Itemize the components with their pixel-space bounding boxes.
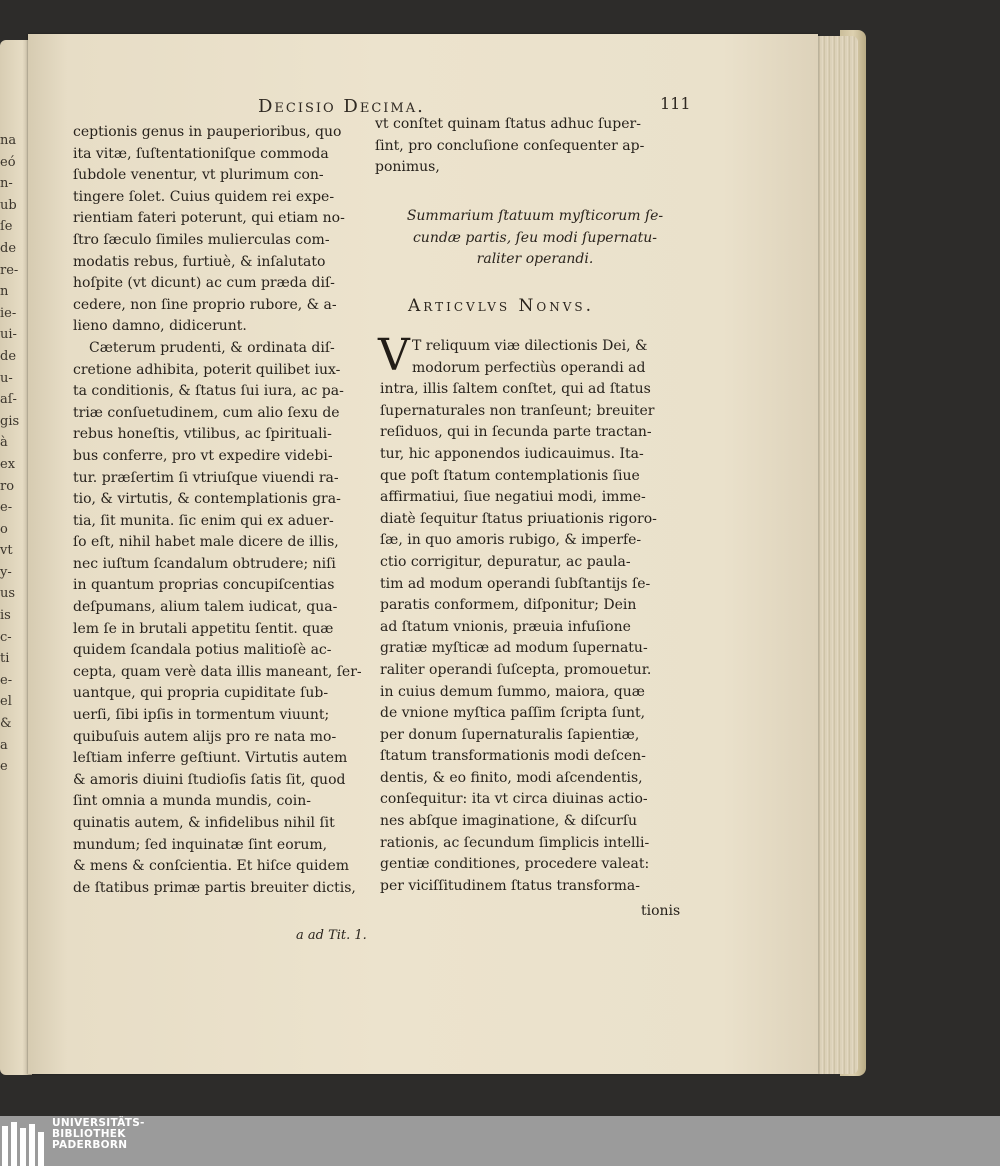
text-line: dentis, & eo finito, modi aſcendentis,	[380, 769, 643, 786]
catchword: tionis	[641, 903, 681, 919]
text-line: lem ſe in brutali appetitu ſentit. quæ	[73, 620, 334, 637]
text-line: ſtatum transformationis modi deſcen-	[380, 748, 646, 765]
text-line: in quantum proprias concupiſcentias	[73, 577, 335, 594]
text-line: mundum; ſed inquinatæ ſint eorum,	[73, 836, 328, 853]
drop-cap: V	[378, 330, 410, 381]
fragment-line: aſ-	[0, 392, 17, 408]
fragment-line: e-	[0, 672, 13, 688]
text-line: rebus honeſtis, vtilibus, ac ſpirituali-	[73, 426, 332, 443]
fragment-line: à	[0, 435, 8, 451]
left-text-column	[73, 122, 373, 899]
text-line: ta conditionis, & ſtatus ſui iura, ac pa-	[73, 383, 344, 400]
library-name-line2: BIBLIOTHEK	[52, 1128, 126, 1140]
text-line: vt conſtet quinam ſtatus adhuc ſuper-	[375, 116, 641, 132]
text-line: rationis, ac ſecundum ſimplicis intelli-	[380, 834, 650, 851]
text-line: T reliquum viæ dilectionis Dei, &	[412, 338, 648, 354]
text-line: ſo eſt, nihil habet male dicere de illis,	[73, 534, 339, 551]
text-line: nes abſque imaginatione, & diſcurſu	[380, 813, 638, 830]
library-name	[52, 1118, 145, 1151]
text-line: quibuſuis autem alijs pro re nata mo-	[73, 728, 337, 745]
text-line: ſint, pro concluſione conſequenter ap-	[375, 137, 645, 154]
text-line: Cæterum prudenti, & ordinata diſ-	[89, 339, 335, 356]
text-line: ſubdole venentur, vt plurimum con-	[73, 167, 324, 184]
text-line: ponimus,	[375, 159, 440, 176]
fragment-line: e-	[0, 500, 13, 516]
summary-line: Summarium ſtatuum myſticorum ſe-	[406, 208, 664, 224]
text-line: reſiduos, qui in ſecunda parte tractan-	[380, 424, 652, 441]
fragment-line: ex	[0, 456, 16, 472]
text-line: quinatis autem, & infidelibus nihil ſit	[73, 815, 335, 831]
fragment-line: el	[0, 694, 12, 710]
text-line: raliter operandi ſuſcepta, promouetur.	[380, 661, 652, 678]
left-page-fragment	[0, 130, 20, 950]
text-line: ſupernaturales non tranſeunt; breuiter	[380, 402, 655, 419]
text-line: rientiam fateri poterunt, qui etiam no-	[73, 210, 345, 227]
fragment-line: n-	[0, 176, 13, 192]
library-name-line3: PADERBORN	[52, 1139, 128, 1151]
text-line: per donum ſupernaturalis ſapientiæ,	[380, 726, 640, 743]
text-line: triæ conſuetudinem, cum alio ſexu de	[73, 404, 340, 421]
fragment-line: e	[0, 759, 8, 775]
running-head: Decisio Decima.	[258, 96, 425, 117]
article-heading: Articvlvs Nonvs.	[408, 296, 595, 316]
fragment-line: o	[0, 521, 8, 537]
fragment-line: vt	[0, 543, 13, 559]
fragment-line: ie-	[0, 305, 17, 321]
text-line: ad ſtatum vnionis, præuia infuſione	[380, 618, 631, 635]
text-line: que poſt ſtatum contemplationis ſiue	[380, 467, 640, 484]
fragment-line: u-	[0, 370, 13, 386]
text-line: nec iuſtum ſcandalum obtrudere; niſi	[73, 555, 336, 572]
summary-line: cundæ partis, ſeu modi ſupernatu-	[412, 229, 658, 246]
text-line: ſtro ſæculo ſimiles mulierculas com-	[73, 231, 330, 248]
fragment-line: de	[0, 348, 17, 364]
text-line: gratiæ myſticæ ad modum ſupernatu-	[380, 640, 648, 657]
text-line: quidem ſcandala potius malitioſè ac-	[73, 642, 332, 659]
right-text-column	[378, 330, 695, 897]
text-line: uerſi, ſibi ipſis in tormentum viuunt;	[73, 707, 330, 724]
fragment-line: y-	[0, 564, 12, 580]
text-line: tur, hic apponendos iudicauimus. Ita-	[380, 445, 644, 462]
text-line: affirmatiui, ſiue negatiui modi, imme-	[380, 489, 646, 506]
text-line: modorum perfectiùs operandi ad	[412, 359, 646, 376]
text-line: cedere, non ſine proprio rubore, & a-	[73, 296, 337, 313]
library-name-line1: UNIVERSITÄTS-	[52, 1117, 145, 1129]
fragment-line: de	[0, 240, 17, 256]
fragment-line: ui-	[0, 327, 17, 343]
fragment-line: ro	[0, 478, 15, 494]
text-line: ſint omnia a munda mundis, coin-	[73, 793, 311, 810]
text-line: per viciſſitudinem ſtatus transforma-	[380, 877, 640, 894]
fragment-line: na	[0, 133, 17, 148]
fragment-line: ſe	[0, 219, 13, 235]
text-line: ita vitæ, ſuſtentationiſque commoda	[73, 145, 329, 162]
summary-heading	[375, 206, 695, 271]
text-line: tim ad modum operandi ſubſtantijs ſe-	[380, 575, 651, 592]
text-line: hoſpite (vt dicunt) ac cum præda diſ-	[73, 275, 335, 292]
text-line: de vnione myſtica paſſim ſcripta ſunt,	[380, 705, 646, 722]
page-number: 111	[660, 94, 691, 113]
fragment-line: eó	[0, 154, 16, 170]
text-line: cepta, quam verè data illis maneant, ſer-	[73, 663, 362, 680]
text-line: ceptionis genus in pauperioribus, quo	[73, 124, 342, 140]
library-footer	[0, 1116, 1000, 1166]
text-line: gentiæ conditiones, procedere valeat:	[380, 856, 650, 873]
text-line: tur. præſertim ſi vtriuſque viuendi ra-	[73, 469, 339, 486]
fragment-line: us	[0, 586, 16, 602]
text-line: de ſtatibus primæ partis breuiter dictis,	[73, 879, 356, 896]
text-line: deſpumans, alium talem iudicat, qua-	[73, 599, 338, 616]
text-line: leſtiam inferre geſtiunt. Virtutis autem	[73, 750, 348, 767]
text-line: lieno damno, didicerunt.	[73, 318, 247, 335]
right-column-top	[375, 114, 695, 179]
library-logo-icon	[2, 1122, 44, 1166]
text-line: tia, ſit munita. ſic enim qui ex aduer-	[73, 512, 334, 529]
marginal-note: a ad Tit. 1.	[296, 928, 367, 943]
fragment-line: ti	[0, 651, 10, 667]
text-line: uantque, qui propria cupiditate ſub-	[73, 685, 329, 702]
text-line: & mens & conſcientia. Et hiſce quidem	[73, 858, 350, 875]
text-line: paratis conformem, diſponitur; Dein	[380, 597, 637, 614]
text-line: intra, illis ſaltem conſtet, qui ad ſtatus	[380, 381, 651, 398]
fragment-line: re-	[0, 262, 19, 278]
fragment-line: &	[0, 716, 12, 732]
text-line: conſequitur: ita vt circa diuinas actio-	[380, 791, 648, 808]
text-line: bus conferre, pro vt expedire videbi-	[73, 447, 333, 464]
text-line: modatis rebus, furtiuè, & inſalutato	[73, 253, 326, 270]
text-line: diatè ſequitur ſtatus priuationis rigoro-	[380, 510, 657, 527]
text-line: & amoris diuini ſtudioſis ſatis ſit, quod	[73, 771, 346, 788]
text-line: ſæ, in quo amoris rubigo, & imperfe-	[380, 532, 642, 549]
summary-line: raliter operandi.	[476, 251, 594, 268]
text-line: cretione adhibita, poterit quilibet iux-	[73, 361, 341, 378]
text-line: ctio corrigitur, depuratur, ac paula-	[380, 553, 631, 570]
text-line: tingere ſolet. Cuius quidem rei expe-	[73, 188, 335, 205]
fragment-line: a	[0, 737, 8, 753]
fragment-line: gis	[0, 413, 20, 429]
fragment-line: n	[0, 284, 9, 300]
text-line: in cuius demum ſummo, maiora, quæ	[380, 683, 645, 700]
fragment-line: c-	[0, 629, 12, 645]
text-line: tio, & virtutis, & contemplationis gra-	[73, 491, 341, 508]
fragment-line: is	[0, 608, 11, 624]
fragment-line: ub	[0, 197, 17, 213]
